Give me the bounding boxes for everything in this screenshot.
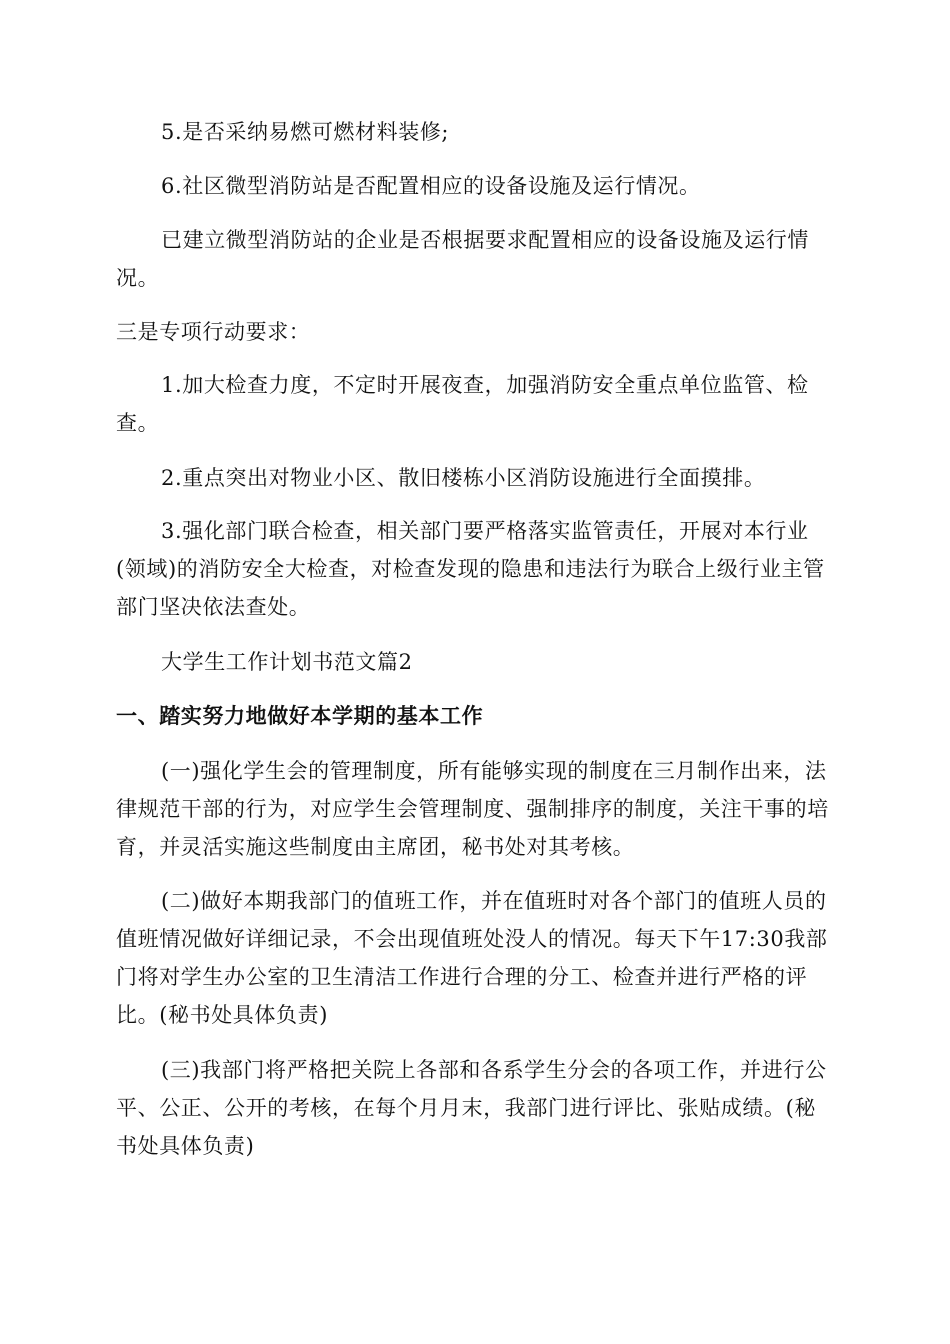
paragraph-micro-fire-station: 已建立微型消防站的企业是否根据要求配置相应的设备设施及运行情况。 xyxy=(116,228,809,290)
list-item-6: 6.社区微型消防站是否配置相应的设备设施及运行情况。 xyxy=(161,174,701,198)
list-item-3: 3.强化部门联合检查，相关部门要严格落实监管责任，开展对本行业(领域)的消防安全大检查，对检查发现的隐患和违法行为联合上级行业主管部门坚决依法查处。 xyxy=(116,519,825,619)
list-item-1: 1.加大检查力度，不定时开展夜查，加强消防安全重点单位监管、检查。 xyxy=(116,373,809,435)
article-title: 大学生工作计划书范文篇2 xyxy=(161,650,413,674)
item-two: (二)做好本期我部门的值班工作，并在值班时对各个部门的值班人员的值班情况做好详细记录，不会出现值班处没人的情况。每天下午17:30我部门将对学生办公室的卫生清洁工作进行合理的分工、检查并进行严格的评比。(秘书处具体负责) xyxy=(116,889,828,1027)
section-heading-basic-work: 一、踏实努力地做好本学期的基本工作 xyxy=(116,704,484,728)
list-item-5: 5.是否采纳易燃可燃材料装修; xyxy=(161,120,450,144)
section-heading-requirements: 三是专项行动要求： xyxy=(116,320,311,344)
list-item-2: 2.重点突出对物业小区、散旧楼栋小区消防设施进行全面摸排。 xyxy=(161,466,766,490)
item-one: (一)强化学生会的管理制度，所有能够实现的制度在三月制作出来，法律规范干部的行为，对应学生会管理制度、强制排序的制度，关注干事的培育，并灵活实施这些制度由主席团，秘书处对其考核。 xyxy=(116,759,829,859)
item-three: (三)我部门将严格把关院上各部和各系学生分会的各项工作，并进行公平、公正、公开的考核，在每个月月末，我部门进行评比、张贴成绩。(秘书处具体负责) xyxy=(116,1058,827,1158)
